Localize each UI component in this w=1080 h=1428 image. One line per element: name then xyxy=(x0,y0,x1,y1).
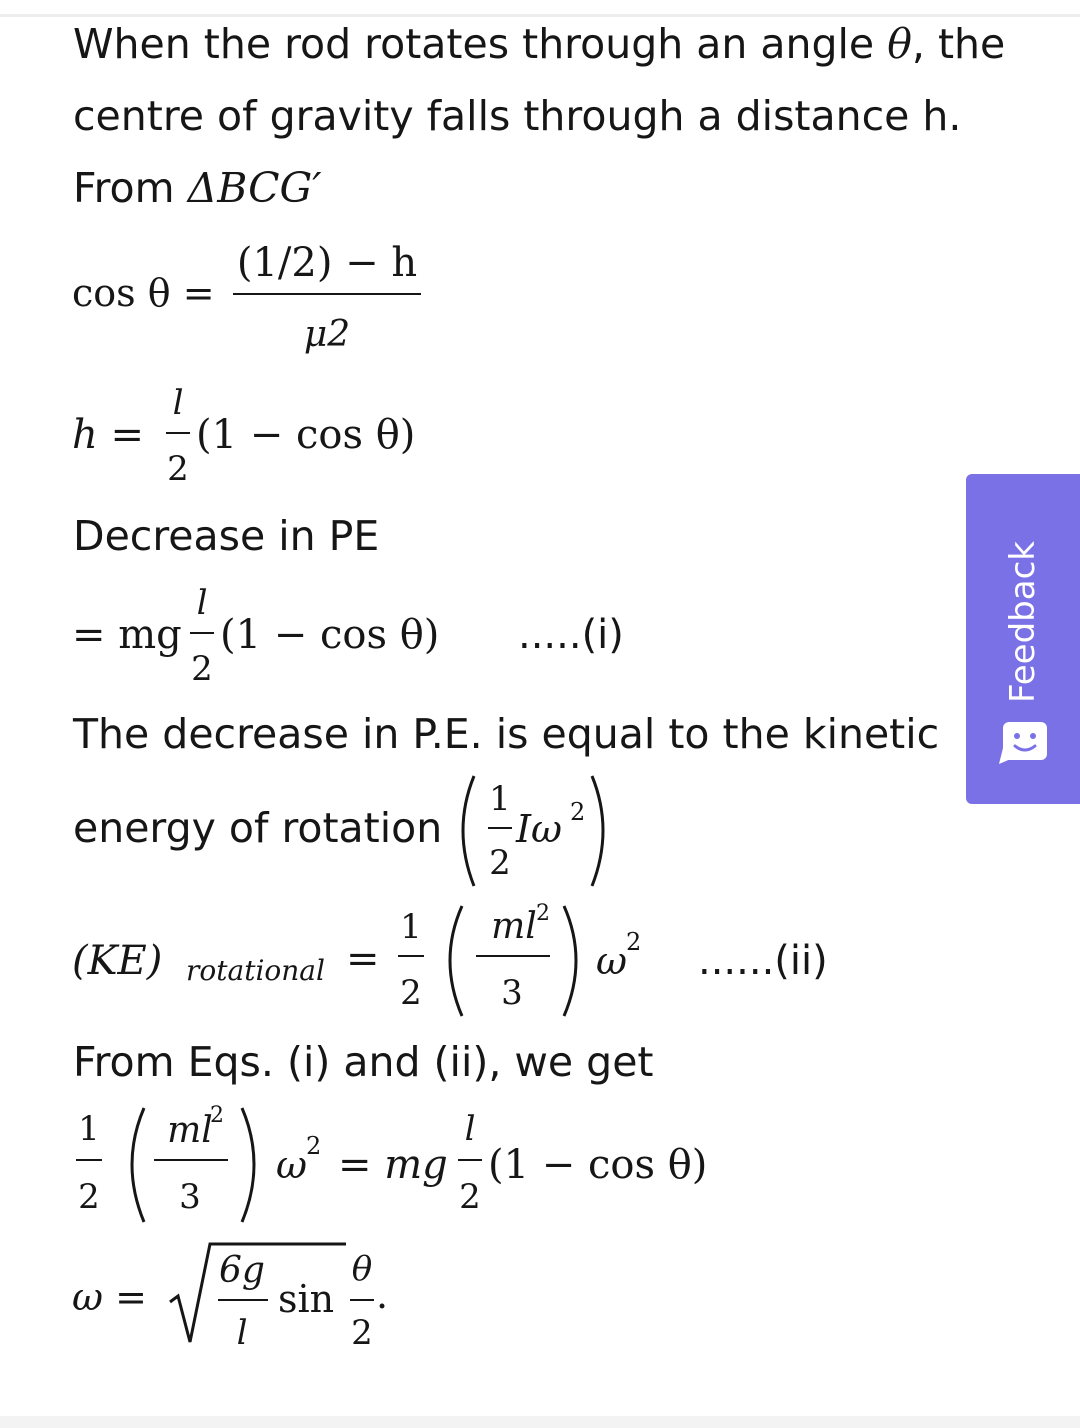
equation-cos-theta xyxy=(70,228,450,358)
ke-rot-omega: ω xyxy=(596,939,627,983)
ke-frac-den: 2 xyxy=(489,843,511,883)
decrease-pe-label: Decrease in PE xyxy=(73,512,380,560)
comb-omega-sup: 2 xyxy=(306,1132,322,1160)
comb-frac-den: 2 xyxy=(459,1177,481,1217)
ke-rot-inner-den: 3 xyxy=(501,973,523,1013)
ke-rot-half-den: 2 xyxy=(400,973,422,1013)
ke-body: Iω xyxy=(516,807,562,851)
equation-ke-rotational xyxy=(70,900,680,1025)
omega-lhs: ω = xyxy=(72,1275,147,1319)
smile-icon xyxy=(999,720,1051,764)
comb-half-den: 2 xyxy=(78,1177,100,1217)
theta-symbol: θ xyxy=(887,20,912,68)
line1-text: When the rod rotates through an angle xyxy=(73,20,888,68)
ke-line-1: The decrease in P.E. is equal to the kinetic xyxy=(73,710,940,758)
equation-tag-i: .....(i) xyxy=(518,612,624,658)
comb-left-paren xyxy=(132,1108,144,1222)
pe-frac-num: l xyxy=(196,583,208,623)
line1-end-text: , the xyxy=(911,20,1006,68)
from-eqs-line: From Eqs. (i) and (ii), we get xyxy=(73,1038,654,1086)
omega-sin: sin xyxy=(278,1277,335,1321)
solution-line-1 xyxy=(73,8,1005,80)
solution-line-3 xyxy=(73,152,322,224)
cos-lhs: cos θ = xyxy=(72,271,215,315)
omega-rad-num: 6g xyxy=(219,1250,265,1291)
comb-frac-num: l xyxy=(464,1109,476,1149)
equation-combined xyxy=(70,1100,710,1228)
ke-rot-subscript: rotational xyxy=(186,954,325,987)
solution-line-2: centre of gravity falls through a distance h. xyxy=(73,92,962,140)
comb-rhs: (1 − cos θ) xyxy=(488,1142,708,1188)
omega-frac-num: θ xyxy=(351,1249,373,1289)
pe-rhs: (1 − cos θ) xyxy=(220,612,440,658)
ke-rot-inner-num: ml xyxy=(491,906,537,947)
ke-rot-lhs: (KE) xyxy=(72,938,163,984)
bottom-divider xyxy=(0,1416,1080,1428)
equation-pe xyxy=(70,578,470,688)
h-lhs: h = xyxy=(72,412,144,458)
feedback-label: Feedback xyxy=(1003,541,1043,703)
ke-left-paren xyxy=(463,776,474,886)
ke-right-paren xyxy=(592,776,603,886)
comb-inner-sup: 2 xyxy=(210,1103,224,1128)
feedback-button[interactable] xyxy=(966,474,1080,804)
ke-rot-inner-sup: 2 xyxy=(536,901,550,926)
ke-rot-omega-sup: 2 xyxy=(626,928,642,956)
ke-line-2: energy of rotation xyxy=(73,804,443,852)
ke-expression xyxy=(452,768,632,896)
ke-frac-num: 1 xyxy=(489,779,511,819)
ke-rot-half-num: 1 xyxy=(400,907,422,947)
h-frac-den: 2 xyxy=(167,449,189,489)
pe-frac-den: 2 xyxy=(191,649,213,689)
equation-h xyxy=(70,378,430,488)
pe-lhs: = mg xyxy=(72,612,182,658)
omega-rad-den: l xyxy=(236,1313,248,1353)
comb-inner-num: ml xyxy=(167,1110,213,1151)
comb-half-num: 1 xyxy=(78,1109,100,1149)
triangle-bcg: ΔBCG′ xyxy=(187,164,322,212)
cos-denominator: μ2 xyxy=(303,314,351,355)
comb-omega: ω xyxy=(276,1143,307,1187)
comb-eq: = mg xyxy=(338,1142,448,1188)
comb-right-paren xyxy=(242,1108,254,1222)
comb-inner-den: 3 xyxy=(179,1177,201,1217)
ke-rot-left-paren xyxy=(450,906,462,1016)
cos-numerator: (1/2) − h xyxy=(236,240,418,286)
h-frac-num: l xyxy=(172,383,184,423)
ke-rot-right-paren xyxy=(564,906,576,1016)
omega-frac-den: 2 xyxy=(351,1313,373,1353)
omega-end-dot: . xyxy=(376,1273,389,1317)
ke-sup: 2 xyxy=(570,798,586,826)
h-rhs: (1 − cos θ) xyxy=(196,412,416,458)
equation-tag-ii: ......(ii) xyxy=(698,938,828,984)
equation-omega xyxy=(70,1236,430,1356)
ke-rot-eq: = xyxy=(346,936,380,982)
from-label: From xyxy=(73,164,188,212)
